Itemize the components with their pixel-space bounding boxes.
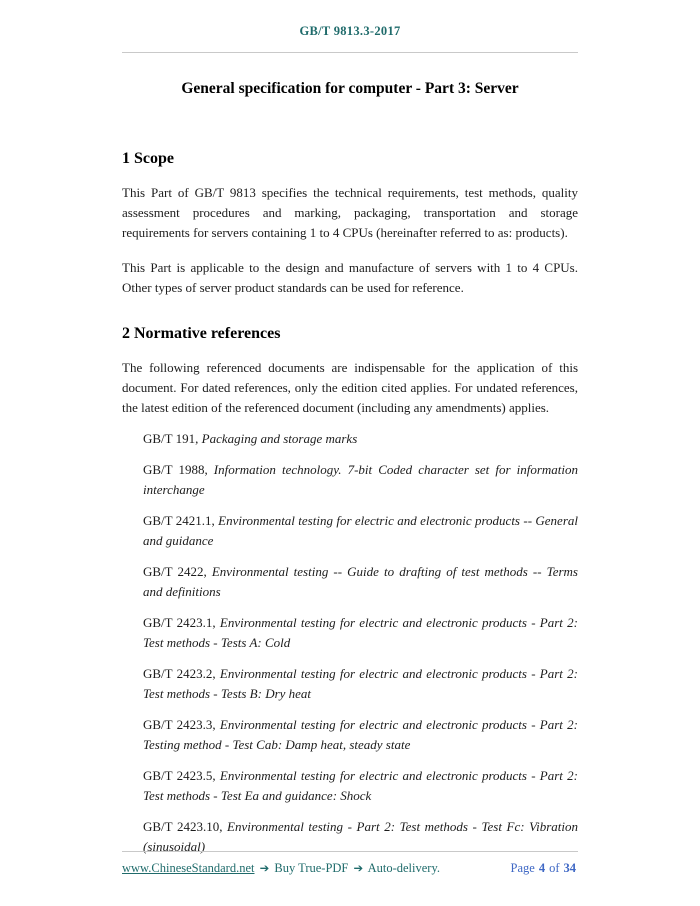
footer-row (122, 861, 578, 876)
reference-code: GB/T 2423.2, (143, 666, 216, 681)
arrow-icon: ➔ (353, 861, 364, 875)
normative-intro-paragraph: The following referenced documents are indispensable for the application of this document. For dated references, only the edition cited applies. For undated references, the latest edition of the referenced document (including any amendments) applies. (122, 360, 578, 415)
references-list (122, 429, 578, 857)
reference-item (143, 429, 578, 449)
reference-item (143, 460, 578, 500)
scope-paragraph-1: This Part of GB/T 9813 specifies the technical requirements, test methods, quality assessment procedures and marking, packaging, transportation and storage requirements for servers containing 1 to 4 CPUs (hereinafter referred to as: products). (122, 185, 578, 240)
reference-title: Environmental testing for electric and electronic products - Part 2: Test methods - Tests B: Dry heat (143, 666, 578, 701)
reference-code: GB/T 2423.10, (143, 819, 223, 834)
of-label: of (549, 861, 560, 875)
reference-title: Packaging and storage marks (201, 431, 358, 446)
reference-title: Environmental testing for electric and electronic products - Part 2: Testing method - Test Cab: Damp heat, steady state (143, 717, 578, 752)
reference-code: GB/T 2423.5, (143, 768, 216, 783)
reference-item (143, 715, 578, 755)
reference-code: GB/T 2421.1, (143, 513, 215, 528)
page-indicator (509, 861, 578, 876)
reference-title: Environmental testing -- Guide to drafting of test methods -- Terms and definitions (143, 564, 578, 599)
reference-item (143, 562, 578, 602)
reference-code: GB/T 2423.3, (143, 717, 216, 732)
section-heading-normative-references: 2 Normative references (122, 325, 281, 342)
reference-item (143, 613, 578, 653)
reference-title: Environmental testing for electric and electronic products - Part 2: Test methods - Tests A: Cold (143, 615, 578, 650)
reference-code: GB/T 2422, (143, 564, 207, 579)
arrow-icon: ➔ (259, 861, 270, 875)
total-pages: 34 (563, 861, 576, 875)
reference-item (143, 664, 578, 704)
page-label: Page (510, 861, 535, 875)
reference-code: GB/T 191, (143, 431, 199, 446)
document-header-code: GB/T 9813.3-2017 (299, 24, 401, 38)
section-scope (122, 150, 578, 298)
section-normative-references (122, 325, 578, 857)
site-link[interactable]: www.ChineseStandard.net (122, 861, 255, 875)
footer-branding (122, 861, 440, 876)
page-footer (122, 851, 578, 876)
reference-item (143, 511, 578, 551)
reference-title: Environmental testing for electric and electronic products - Part 2: Test methods - Test Ea and guidance: Shock (143, 768, 578, 803)
reference-title: Environmental testing - Part 2: Test methods - Test Fc: Vibration (sinusoidal) (143, 819, 578, 854)
reference-code: GB/T 2423.1, (143, 615, 216, 630)
page-number: 4 (538, 861, 546, 875)
document-title: General specification for computer - Part 3: Server (181, 80, 519, 97)
buy-true-pdf-label: Buy True-PDF (274, 861, 349, 875)
section-heading-scope: 1 Scope (122, 150, 174, 167)
footer-divider (122, 851, 578, 852)
auto-delivery-label: Auto-delivery. (367, 861, 441, 875)
reference-title: Information technology. 7-bit Coded character set for information interchange (143, 462, 578, 497)
scope-paragraph-2: This Part is applicable to the design and manufacture of servers with 1 to 4 CPUs. Other types of server product standards can be used for reference. (122, 260, 578, 295)
header-divider (122, 52, 578, 53)
reference-title: Environmental testing for electric and electronic products -- General and guidance (143, 513, 578, 548)
reference-code: GB/T 1988, (143, 462, 208, 477)
reference-item (143, 766, 578, 806)
